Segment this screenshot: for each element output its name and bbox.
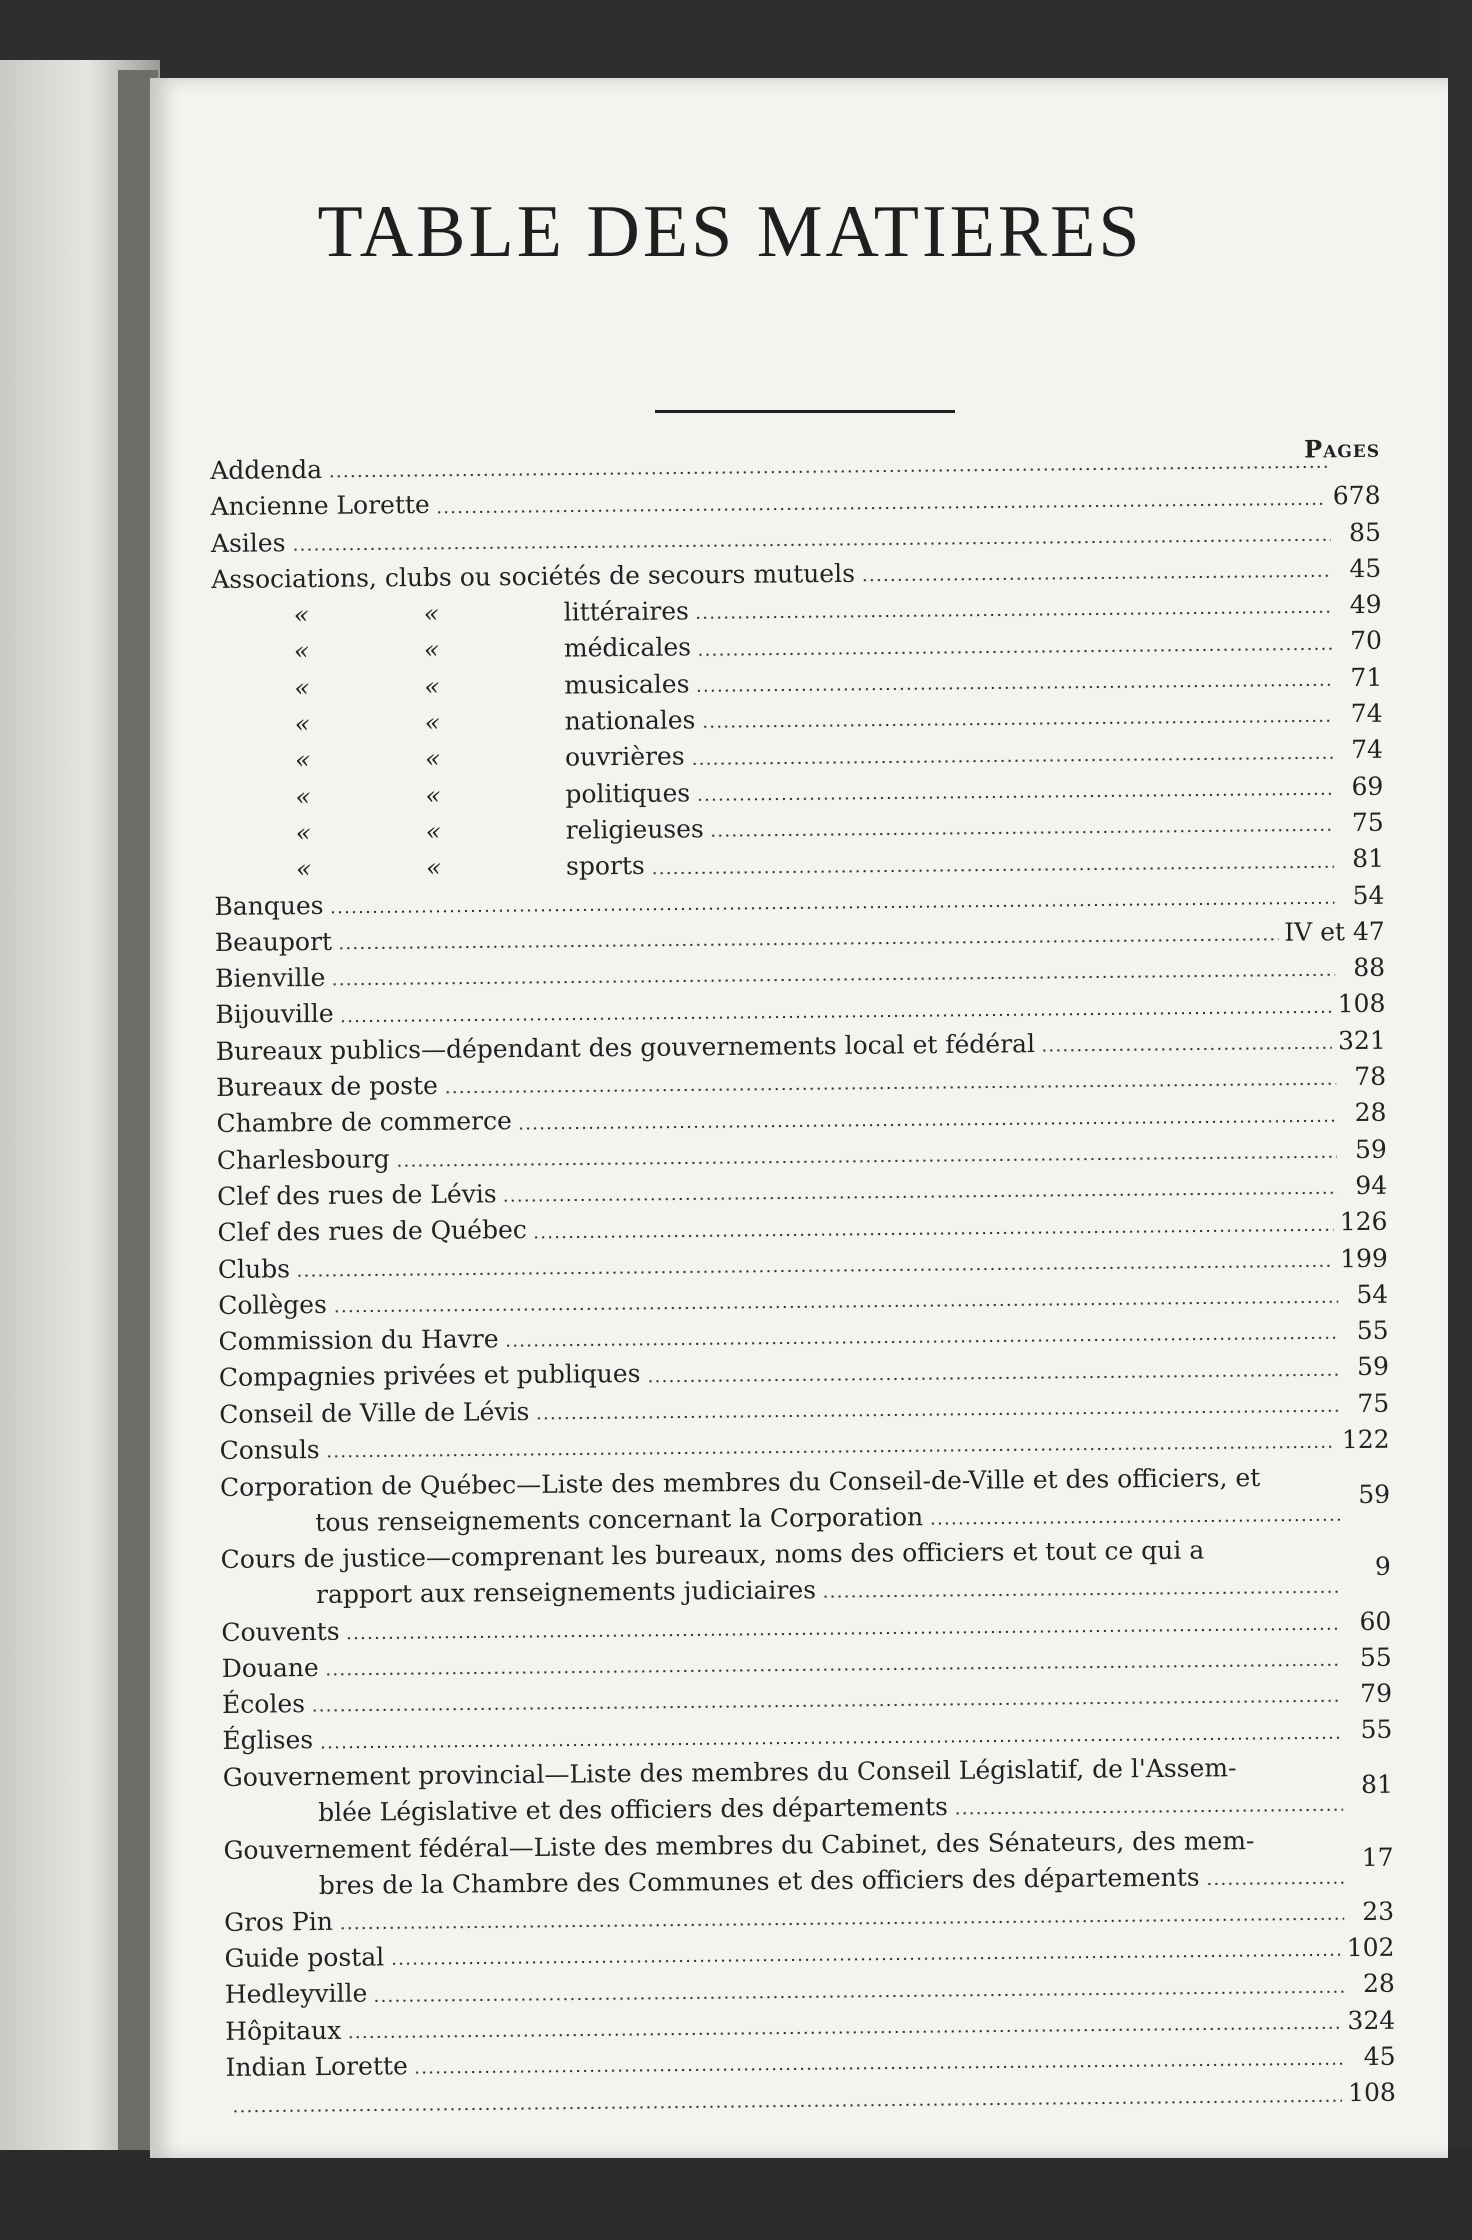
toc-page-number: 74 bbox=[1350, 698, 1383, 729]
toc-entry-label: Chambre de commerce bbox=[216, 1106, 512, 1139]
toc-page-number: 59 bbox=[1354, 1134, 1387, 1164]
toc-page-number: 88 bbox=[1353, 952, 1386, 983]
toc-entry-label: Bureaux publics—dépendant des gouvernements local et fédéral bbox=[215, 1028, 1036, 1066]
dot-leader bbox=[518, 1119, 1337, 1130]
toc-entry-label: Guide postal bbox=[224, 1942, 385, 1974]
dot-leader bbox=[414, 2063, 1346, 2075]
dot-leader bbox=[861, 574, 1331, 582]
dot-leader bbox=[346, 1627, 1342, 1640]
toc-entry-label: Commission du Havre bbox=[218, 1324, 499, 1357]
toc-page-number: 81 bbox=[1352, 844, 1385, 874]
toc-entry-label: musicales bbox=[564, 669, 690, 700]
toc-entry-text bbox=[221, 1531, 1348, 1614]
dot-leader bbox=[326, 1446, 1336, 1459]
toc-page-number: 75 bbox=[1351, 807, 1384, 838]
toc-entry-label: Clef des rues de Québec bbox=[217, 1215, 527, 1248]
toc-entry-label: Hedleyville bbox=[224, 1979, 368, 2010]
dot-leader bbox=[1041, 1046, 1332, 1052]
toc-entry-label: Bienville bbox=[214, 963, 326, 994]
dot-leader bbox=[333, 1300, 1338, 1313]
toc-page-number: 122 bbox=[1341, 1424, 1390, 1455]
toc-entry-label: Bureaux de poste bbox=[216, 1070, 439, 1103]
toc-page-number: 102 bbox=[1346, 1932, 1395, 1963]
toc-page-number: 69 bbox=[1351, 771, 1384, 801]
dot-leader bbox=[232, 2099, 1342, 2113]
ditto-mark: « bbox=[423, 598, 440, 629]
dot-leader bbox=[505, 1337, 1339, 1348]
toc-entry-label: Compagnies privées et publiques bbox=[218, 1359, 641, 1393]
scan-background-bottom bbox=[0, 2150, 1472, 2240]
toc-page-number: 9 bbox=[1374, 1551, 1391, 1582]
toc-entry-label: Hôpitaux bbox=[225, 2015, 342, 2046]
toc-page-number: IV et 47 bbox=[1284, 916, 1385, 947]
toc-entry-label: Clubs bbox=[217, 1253, 291, 1284]
dot-leader bbox=[444, 1083, 1336, 1095]
toc-entry-label: Associations, clubs ou sociétés de secours mutuels bbox=[211, 558, 856, 594]
ditto-mark: « bbox=[424, 744, 441, 774]
toc-page-number: 78 bbox=[1354, 1061, 1387, 1092]
dot-leader bbox=[647, 1373, 1339, 1383]
toc-entry-label: Clef des rues de Lévis bbox=[217, 1179, 497, 1211]
dot-leader bbox=[340, 1010, 1332, 1023]
toc-entry-multiline bbox=[220, 1458, 1391, 1542]
dot-leader bbox=[319, 1736, 1342, 1749]
page-title: TABLE DES MATIERES bbox=[317, 191, 1143, 273]
toc-entry-line2: tous renseignements concernant la Corporation bbox=[315, 1501, 924, 1537]
toc-page-number: 54 bbox=[1356, 1279, 1389, 1309]
toc-page-number: 108 bbox=[1348, 2078, 1397, 2108]
ditto-mark: « bbox=[425, 816, 442, 846]
toc-entry-label: Ancienne Lorette bbox=[210, 490, 430, 522]
toc-entry-label: Addenda bbox=[210, 454, 323, 485]
toc-entry-label: Églises bbox=[222, 1725, 314, 1756]
ditto-mark: « bbox=[423, 635, 440, 665]
toc-entry-multiline bbox=[221, 1531, 1392, 1615]
toc-entry-label: religieuses bbox=[565, 814, 704, 845]
toc-page-number: 126 bbox=[1339, 1206, 1388, 1237]
toc-page-number: 70 bbox=[1349, 626, 1383, 656]
toc-entry-multiline bbox=[223, 1748, 1394, 1832]
dot-leader bbox=[296, 1264, 1334, 1277]
ditto-mark: « bbox=[295, 854, 312, 884]
toc-page-number: 28 bbox=[1354, 1098, 1387, 1128]
toc-page-number: 324 bbox=[1347, 2005, 1396, 2035]
toc-page-number: 54 bbox=[1352, 880, 1385, 910]
toc-page-number: 108 bbox=[1337, 989, 1386, 1019]
dot-leader bbox=[396, 1155, 1337, 1167]
toc-entry-label: sports bbox=[565, 851, 645, 881]
toc-entry-line1: Cours de justice—comprenant les bureaux, noms des officiers et tout ce qui a bbox=[220, 1535, 1205, 1575]
toc-page-number: 55 bbox=[1356, 1315, 1389, 1346]
toc-entry-label: Asiles bbox=[210, 527, 286, 558]
toc-entry-multiline bbox=[223, 1821, 1394, 1905]
ditto-mark: « bbox=[424, 707, 441, 738]
toc-page-number: 321 bbox=[1337, 1025, 1386, 1055]
toc-entry-label: Collèges bbox=[218, 1289, 327, 1320]
toc-entry-label: Gros Pin bbox=[224, 1906, 333, 1937]
toc-entry-label: Bijouville bbox=[215, 999, 334, 1030]
toc-entry-label: Consuls bbox=[219, 1435, 320, 1465]
scan-background-right bbox=[1445, 0, 1472, 2240]
toc-entry-label: Charlesbourg bbox=[216, 1143, 390, 1175]
toc-page-number: 81 bbox=[1360, 1769, 1394, 1799]
ditto-mark: « bbox=[295, 781, 311, 811]
dot-leader bbox=[695, 611, 1332, 620]
toc-page-number: 59 bbox=[1356, 1352, 1390, 1382]
toc-entry-label: nationales bbox=[564, 705, 696, 736]
toc-page-number: 94 bbox=[1355, 1170, 1388, 1200]
toc-page-number: 74 bbox=[1351, 735, 1384, 765]
toc-page-number: 79 bbox=[1360, 1678, 1393, 1709]
ditto-mark: « bbox=[294, 745, 311, 775]
dot-leader bbox=[330, 901, 1335, 914]
toc-entry-line2: blée Législative et des officiers des départements bbox=[317, 1791, 949, 1828]
toc-page-number: 49 bbox=[1349, 589, 1382, 620]
dot-leader bbox=[1206, 1881, 1344, 1885]
dot-leader bbox=[347, 2026, 1341, 2039]
toc-page-number: 28 bbox=[1362, 1969, 1395, 1999]
ditto-mark: « bbox=[294, 709, 311, 739]
dot-leader bbox=[533, 1228, 1334, 1239]
toc-entry-label: Écoles bbox=[221, 1689, 306, 1720]
toc-page-number: 23 bbox=[1362, 1896, 1395, 1926]
toc-entry-label: ouvrières bbox=[564, 741, 685, 772]
table-of-contents bbox=[210, 433, 1397, 2108]
toc-entry-label: Douane bbox=[221, 1652, 319, 1683]
toc-entry-text bbox=[223, 1822, 1350, 1905]
toc-entry-line1: Corporation de Québec—Liste des membres du Conseil-de-Ville et des officiers, et bbox=[219, 1462, 1261, 1502]
dot-leader bbox=[929, 1518, 1340, 1525]
toc-page-number: 71 bbox=[1350, 662, 1383, 692]
dot-leader bbox=[373, 1990, 1345, 2002]
toc-page-number: 45 bbox=[1363, 2041, 1396, 2072]
toc-entry-label: politiques bbox=[565, 778, 691, 809]
toc-page-number: 59 bbox=[1358, 1479, 1391, 1509]
dot-leader bbox=[311, 1700, 1342, 1713]
toc-page-number: 60 bbox=[1359, 1606, 1392, 1636]
toc-entry-text bbox=[220, 1459, 1347, 1542]
ditto-mark: « bbox=[293, 636, 310, 666]
toc-entry-label: Couvents bbox=[221, 1616, 340, 1647]
dot-leader bbox=[696, 792, 1333, 801]
toc-page-number: 678 bbox=[1332, 481, 1381, 511]
dot-leader bbox=[390, 1954, 1341, 1966]
dot-leader bbox=[338, 938, 1278, 950]
dot-leader bbox=[325, 1663, 1342, 1676]
dot-leader bbox=[954, 1808, 1343, 1815]
ditto-mark: « bbox=[424, 671, 440, 701]
dot-leader bbox=[691, 756, 1333, 765]
toc-entry-label: Banques bbox=[214, 890, 324, 921]
toc-list bbox=[210, 442, 1396, 2123]
dot-leader bbox=[697, 647, 1332, 656]
toc-page-number: 45 bbox=[1349, 553, 1382, 583]
toc-entry-text bbox=[223, 1749, 1350, 1832]
dot-leader bbox=[701, 720, 1332, 729]
dot-leader bbox=[503, 1191, 1338, 1202]
pages-column-header: Pages bbox=[1303, 433, 1381, 464]
dot-leader bbox=[822, 1590, 1341, 1598]
toc-page-number: 17 bbox=[1361, 1842, 1394, 1872]
toc-entry-line2: rapport aux renseignements judiciaires bbox=[315, 1575, 817, 1610]
dot-leader bbox=[436, 502, 1327, 514]
dot-leader bbox=[710, 828, 1334, 837]
toc-page-number: 199 bbox=[1340, 1243, 1388, 1273]
dot-leader bbox=[535, 1409, 1339, 1420]
toc-entry-label: Indian Lorette bbox=[225, 2051, 408, 2082]
toc-page-number: 85 bbox=[1348, 517, 1382, 547]
toc-entry-line1: Gouvernement provincial—Liste des membres du Conseil Législatif, de l'Assem- bbox=[222, 1753, 1237, 1792]
dot-leader bbox=[331, 974, 1335, 987]
toc-page-number: 75 bbox=[1357, 1388, 1390, 1418]
toc-entry-line1: Gouvernement fédéral—Liste des membres du Cabinet, des Sénateurs, des mem- bbox=[223, 1825, 1255, 1865]
toc-page-number: 55 bbox=[1360, 1715, 1393, 1745]
dot-leader bbox=[291, 538, 1330, 551]
title-rule bbox=[655, 410, 955, 413]
toc-page-number: 55 bbox=[1359, 1642, 1392, 1672]
ditto-mark: « bbox=[293, 600, 310, 630]
toc-entry-line2: bres de la Chambre des Communes et des officiers des départements bbox=[318, 1862, 1200, 1900]
toc-entry-label: Conseil de Ville de Lévis bbox=[219, 1396, 530, 1429]
ditto-mark: « bbox=[425, 853, 442, 883]
dot-leader bbox=[696, 683, 1333, 692]
ditto-mark: « bbox=[294, 672, 310, 702]
dot-leader bbox=[339, 1917, 1344, 1930]
ditto-mark: « bbox=[295, 818, 312, 848]
ditto-mark: « bbox=[425, 780, 441, 810]
dot-leader bbox=[328, 466, 1330, 479]
toc-entry-label: Beauport bbox=[214, 926, 333, 957]
toc-entry-label: littéraires bbox=[563, 596, 690, 627]
scan-background-top bbox=[0, 0, 1472, 80]
dot-leader bbox=[651, 865, 1334, 875]
toc-entry-label: médicales bbox=[563, 632, 692, 664]
